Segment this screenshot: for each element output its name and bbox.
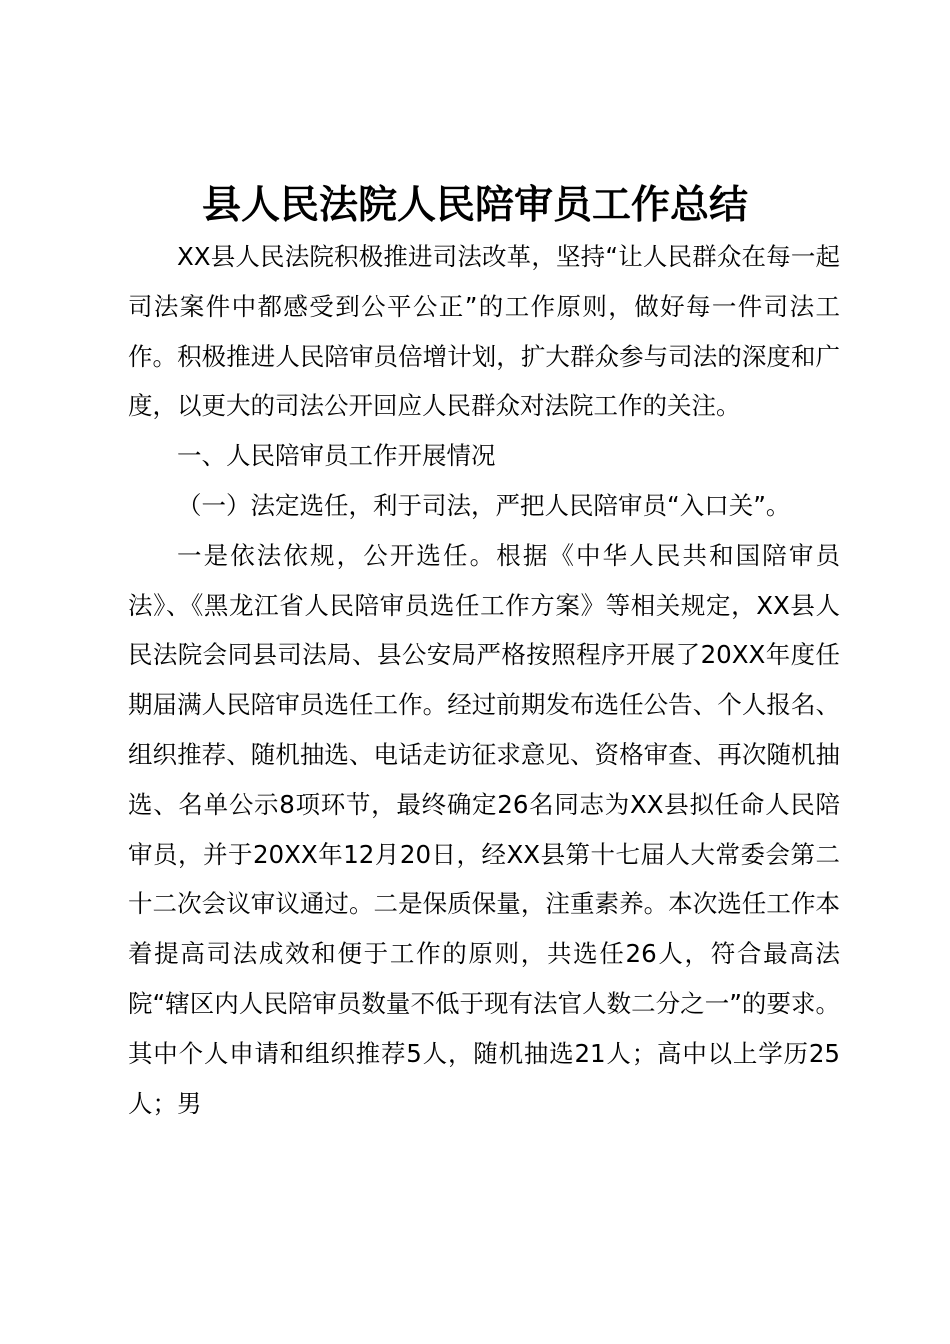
subsection-heading: （一）法定选任，利于司法，严把人民陪审员“入口关”。 (177, 490, 791, 520)
body-paragraph: 一是依法依规，公开选任。根据《中华人民共和国陪审员法》、《黑龙江省人民陪审员选任工作方案》等相关规定，XX县人民法院会同县司法局、县公安局严格按照程序开展了20XX年度任期届满人民陪审员选任工作。经过前期发布选任公告、个人报名、组织推荐、随机抽选、电话走访征求意见、资格审查、再次随机抽选、名单公示8项环节，最终确定26名同志为XX县拟任命人民陪审员，并于20XX年12月20日，经XX县第十七届人大常委会第二十二次会议审议通过。二是保质保量，注重素养。本次选任工作本着提高司法成效和便于工作的原则，共选任26人，符合最高法院“辖区内人民陪审员数量不低于现有法官人数二分之一”的要求。其中个人申请和组织推荐5人，随机抽选21人；高中以上学历25人；男 (128, 540, 841, 1118)
document-body (128, 232, 840, 1128)
document-title: 县人民法院人民陪审员工作总结 (201, 183, 748, 228)
intro-paragraph: XX县人民法院积极推进司法改革，坚持“让人民群众在每一起司法案件中都感受到公平公正”的工作原则，做好每一件司法工作。积极推进人民陪审员倍增计划，扩大群众参与司法的深度和广度，以更大的司法公开回应人民群众对法院工作的关注。 (128, 242, 840, 421)
section-heading: 一、人民陪审员工作开展情况 (177, 441, 496, 471)
